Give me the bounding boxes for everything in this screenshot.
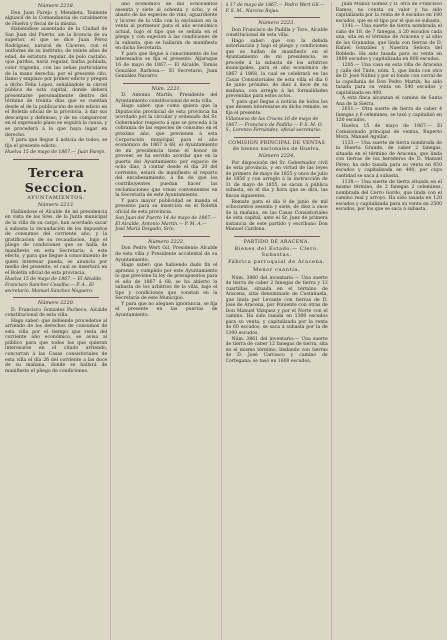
paragraph: Habiéndose ausentado de la Ciudad de San Juan del Puerto, sin la licencia de su superior, el que se dice Juan Pérez Rodríguez, natural de Cáceres, con el uniforme de su instituto; de veinte años de edad, de estatura regular, de pelo castaño, ojos pardos, nariz regular, barba poblada, color trigueño, con las señas particulares de la mano derecha; por el presente cito, llamo y emplazo por primer edicto y pregon a dicho Felix Lopez, señalándole la cárcel pública de esta capital, donde deberá presentarse personalmente dentro del término de treinta días que se cuentan desde el de la publicación de este edicto en el Boletín oficial de la provincia, á dar sus descargos y defensas; y de no comparecer en el expresado plazo se seguirá la causa, y se procederá á lo que haya lugar en derecho. bbox=[5, 27, 108, 138]
paragraph: 1138.— Una suerte de tierra situada en el mismo término, de 2 fanegas 2 celemines, nombrada del Cerro Gordo, que linda con el camino real y arroyo. Ha sido tasada en 120 escudos y capitalizada para su venta en 2500 escudos, por los que se saca á subasta. bbox=[335, 179, 442, 213]
paragraph: Juan Muñoz Gomez y O. otra de Francisco Ramos, no consta su valor y ha sido capitalizada por la renta de 8 escudos en 180 escudos, que es el tipo por el que se subasta. bbox=[335, 2, 442, 24]
paragraph: D. Francisco Gonzalez Pacheco, Alcalde constitucional de esta villa. bbox=[5, 307, 108, 319]
paragraph: Huelva 15 de mayo de 1867.— El Comisionado principal de ventas, Ruperto Mora, Manuel Aguilar. bbox=[335, 124, 442, 141]
divider-rule bbox=[123, 83, 209, 84]
caps-heading: PARTIDO DE ARACENA. bbox=[243, 239, 310, 245]
notice-title: Número 2224. bbox=[258, 153, 295, 160]
paragraph: 1141.— Una suerte de tierra nombrada el caño de 18, de 7 fanegas, á 20 escudos cada una, sita en el término de Aracena y al sitio de las Granadas, que linda con tierras de D. Rafael González y Nuestra Señora del Robledo. Ha sido tasada para su venta en 1800 escudos y capitalizada en 800 escudos. bbox=[335, 24, 442, 63]
paragraph: 2051.— Otra suerte de tierra de caber 4 fanegas y 6 celemines, se tasó y capitalizó en 120 escudos. bbox=[335, 107, 442, 124]
signature: Huelva 15 de mayo de 1867.— Juan Farejo. bbox=[5, 150, 106, 156]
section-subheading: Bienes del Estado.— Clero. Subastas. bbox=[234, 246, 319, 258]
paragraph: Núm. 3860 del inventario.— Una suerte de tierra de caber 2 fanegas de tierra y 12 cuartillas, situada en el término de Aracena, sitio denominado de Castañuela, que linda por Levante con tierras de D. José de Aracena, por Poniente con otras de Don Manuel Vázquez y por el Norte con el camino. Ha sido tasada en 1300 escudos para su venta, y capitalizada por la renta de 60 escudos, se saca á subasta por la de 1300 escudos. bbox=[225, 275, 328, 336]
paragraph: Y para que llegue á conocimiento de los interesados se fija el presente. Aljaraque 16 de mayo de 1867.— El Alcalde, Tomás González Barbosa.— El Secretario, Juan González Navarro. bbox=[115, 51, 218, 80]
paragraph: 1205.— Una casa en esta villa de Aracena y calle del Tinte, núm. 5, que linda con otra de D. José Núñez y por el fondo con corral de la capellanía de Don Pedro Martín; ha sido tasada para su venta en 540 escudos y capitalizada en 400. bbox=[335, 63, 442, 96]
paragraph: Y para que llegue á noticia de todos los que deseen interesarse en dicho remate, se fija el presente. bbox=[225, 99, 328, 116]
paragraph: A esta finca alcanzan el camino de Santa Ana de la Sierra. bbox=[335, 96, 442, 107]
divider-rule bbox=[234, 236, 320, 237]
paragraph: Hago saber: que como quiera que la Diputación provincial de esta provincia ha acordado por la circular y ordenado del Sr. Gobernador respecto á que se proceda á la cobranza de las especies de consumo en el próximo año, que previenen á esta Corporación municipal para el año económico de 1867 á 68, el Ayuntamiento de mi presidencia tiene el honor de proveer, se ha servido acordar que en la puerta del Ayuntamiento por espacio de ocho días, á contar desde el día 20 del corriente, estará de manifiesto el reparto del encabezamiento, á fin de que los contribuyentes puedan hacer las reclamaciones que crean convenientes en la Secretaría de este Ayuntamiento. bbox=[115, 104, 218, 199]
signature: San Juan del Puerto 14 de mayo de 1867.— El Alcalde, Antonio Martín.— P. M. A.— José María Delgado, Srio. bbox=[115, 216, 217, 233]
section-subheading: Menor cuantía. bbox=[253, 266, 301, 273]
signature: á 17 de mayo de 1867.— Pedro Wert Gil.— P. S. M., Narciso Rojas. bbox=[225, 3, 325, 14]
divider-rule bbox=[234, 137, 320, 138]
section-subheading: AYUNTAMIENTOS. bbox=[27, 194, 85, 201]
divider-rule bbox=[234, 17, 320, 18]
paragraph: Por disposición del Sr. Gobernador civil de esta provincia, y en virtud de las leyes de primero de mayo de 1855 y once de julio de 1856 y con arreglo á la instrucción de 31 de mayo de 1855, se sacan á pública subasta, en el día y hora que se dirá, las fincas siguientes. bbox=[225, 160, 328, 199]
section-heading: Tercera Seccion. bbox=[24, 164, 88, 195]
paragraph: Y para mayor publicidad se manda el presente para su inserción en el Boletín oficial de esta provincia. bbox=[115, 198, 218, 215]
column-3 bbox=[226, 2, 332, 640]
paragraph: año económico de mil ochocientos sesenta y siete al ochenta y ocho, y el abasto de las especies de vino, aguardiente y licores de la villa con la exclusion en la venta al pormenor para el año económico actual, bajo el tipo que se señala en el pliego y con sujecion á las condiciones de la subasta, que se hallarán de manifiesto en dicha Secretaría. bbox=[115, 2, 218, 52]
divider-rule bbox=[13, 297, 99, 298]
paragraph: Y para que no aleguen ignorancia, se fija el presente en las puertas de Ayuntamiento. bbox=[115, 301, 218, 318]
paragraph: Don Francisco de Padilla y Toro, Alcalde constitucional de esta villa. bbox=[225, 27, 328, 39]
page-columns bbox=[5, 2, 442, 640]
paragraph: Remate para el día 8 de junio de mil ochocientos sesenta y siete, de diez á once de la mañana, en las Casas Consistoriales de esta capital, ante el Sr. Juez de primera instancia de este partido y escribano Don Manuel Cardona. bbox=[225, 199, 328, 233]
notice-title: Número 2220. bbox=[37, 300, 75, 307]
column-2 bbox=[115, 2, 221, 640]
caps-heading: COMISION PRINCIPAL DE VENTAS de bienes nacionales de Huelva. bbox=[228, 141, 326, 152]
paragraph: Hallándose el Alcalde de mi presidencia en vista de los Sres. de la Junta municipal de la villa de su cargo, han acordado sacar á subasta la recaudación de los impuestos de consumos del corriente año, y la gratificacion de su recaudacion, bajo el pliego de condiciones que se halla de manifiesto en esta Secretaría; á este efecto, y para que llegue á conocimiento de quien interesar pueda, se anuncia por medio del presente, el cual se insertará en el Boletín oficial de esta provincia. bbox=[5, 209, 108, 276]
paragraph: D. Antonio Martín, Presidente del Ayuntamiento constitucional de esta villa. bbox=[115, 93, 218, 104]
paragraph: 1133.— Una suerte de tierra nombrada de la Huerta Grande, de caber 2 fanegas, situada en el término de Aracena, que linda con tierras de los herederos de D. Manuel Pérez; ha sido tasada para su venta en 850 escudos y capitalizada en 400, por cuya cantidad se saca á subasta. bbox=[335, 140, 442, 179]
section-subheading: Fábrica parroquial de Aracena. bbox=[228, 259, 326, 266]
paragraph: Hago saber: que debiendo procederse al arriendo de los derechos de consumos de esta villa por el tiempo que resta del corriente año económico, se avisa al público para que todos los que quieran interesarse en el citado arriendo, concurran á las Casas consistoriales de esta villa el día 26 del corriente a las doce de su mañana, donde se hallará de manifiesto el pliego de condiciones. bbox=[5, 318, 108, 374]
notice-title: Número 2223. bbox=[258, 20, 295, 27]
signature: Villanueva de las Cruces 16 de mayo de 1867.— Francisco de Padilla.— P. S. M. O. S., Lorenzo Fernández, oficial secretario. bbox=[225, 117, 323, 134]
notice-title: Número 2222. bbox=[148, 238, 185, 245]
notice-title: Núm. 2221. bbox=[151, 85, 182, 92]
paragraph: Y para que llegue á noticia de todos, se fija el presente edicto. bbox=[5, 138, 108, 149]
notice-title: Número 2218. bbox=[37, 3, 75, 9]
paragraph: Núm. 3861 del inventario.— Una suerte de tierra de caber 12 fanegas de tierra, sita en el mismo término, lindando con tierras de D. José Carrasco y camino de Cortegana; se tasó en 1600 escudos. bbox=[225, 336, 328, 364]
notice-title: Número 2213. bbox=[37, 202, 75, 209]
paragraph: Hago saber: que habiendo dado fin el apremio y cumplido por este Ayuntamiento lo que previene la ley de presupuestos para el año de 1867 á 68, se ha abierto la subasta de los arbitrios de la villa, bajo el tipo y condiciones que constan en la Secretaría de este Municipio. bbox=[115, 263, 218, 302]
paragraph: Don Juan Farejo y Mendieta, Teniente alguacil de la Comandancia de carabineros de Huelva y fiscal de la misma. bbox=[5, 10, 108, 27]
divider-rule bbox=[13, 159, 99, 160]
column-4 bbox=[336, 2, 442, 640]
divider-rule bbox=[123, 236, 209, 237]
paragraph: Hago saber: que con la debida autorización y bajo el pliego y condiciones que se hallan de manifiesto en el Ayuntamiento de mi presidencia, se procede á la subasta de los arbitrios municipales, para el año económico de 1867 á 1868, la cual se celebrará en las Casas Consistoriales de esta villa el día 6 de junio próximo, de diez á doce de su mañana, con arreglo á las formalidades prevenidas para estos actos. bbox=[225, 38, 328, 100]
signature: Huelva 15 de mayo de 1867.— El Alcalde, Francisco Sanchez Cesalba.— P. A., El secretario, Manuel Sanchez Noguero. bbox=[5, 277, 103, 294]
paragraph: Don Pedro Wert Gil, Presidente Alcalde de esta villa y Presidente accidental de su Ayuntamiento. bbox=[115, 246, 218, 263]
column-1 bbox=[5, 2, 111, 640]
